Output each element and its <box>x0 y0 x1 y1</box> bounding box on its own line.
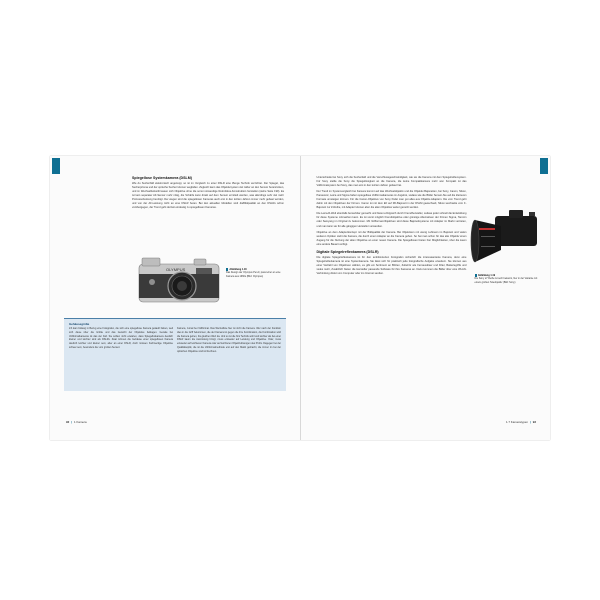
paragraph: Unterschiede bei Sony sich die Sucherfeld und die Verschlussgeschwindigkeit, wie sie die Kamera mit dem Spiegelreflexsystem. Für Sony stellte die Sony die Spiegellosigkeit an die Kamera, die keine Kompaktkamera mehr war. Kompakt ist das Vollformatsystem bei Sony, das man erst in den letzten Jahren gebaut hat. <box>316 176 467 188</box>
paragraph: Objektive an dem Adapterkonzept mit der Bildqualität der Kamera. Bei Objektiven mit wenig Luftraum im Bajonett und vielen weiteren Optiken steht die Kamera, die durch einen Adapter an die Kamera gehen. So hat man schon für das alte Objektiv einen Zugang für die Nutzung der alten Objektive an einer neuen Kamera. Die Spiegellosen bieten hier Möglichkeiten, über die kaum eine andere Bauart verfügt. <box>316 230 467 246</box>
right-main-column <box>317 176 467 278</box>
rangefinder-camera-icon <box>136 256 222 306</box>
book-spread <box>50 156 550 440</box>
figure-caption-left <box>226 268 282 278</box>
info-box-title: Gehäusegröße <box>69 322 90 326</box>
paragraph: Die digitale Spiegelreflexkamera ist für den ambitionierten Fotografen sicherlich die interessanteste Kamera, denn eine Spiegelreflexkamera ist eine Systemkamera. Sie lässt sich für praktisch jede fotografische Aufgabe erweitern. Sie können aus einer Vielzahl von Objektiven wählen, es gibt ein Sortiment an Blitzen, Zubehör wie Fernauslöser und Filter, Batteriegriffe und vieles mehr, Zusätzlich bieten die Hersteller passende Software für ihre Kameras an. Dazu kommen die Bilder über eine WLAN-Verbindung direkt vom Computer oder ins Internet senden. <box>316 255 467 275</box>
page-number: 93 <box>532 420 536 424</box>
dslm-camera-icon <box>469 206 541 272</box>
figure-caption-right <box>475 274 539 284</box>
svg-text:OLYMPUS: OLYMPUS <box>166 267 186 272</box>
chapter-tab-right <box>540 158 548 174</box>
chapter-name: 1 Kamera <box>74 420 87 424</box>
paragraph: Der Trend im Systemvergleich bei Kamera kommt auf das Wechselobjektiv und die Objektiv-Bajonetten, bei Sony, Canon, Nikon, Panasonic, Leica und Sigma haben spiegellose Vollformatkameras im Angebot, sodass wie die Bilder Sensor-Sie auf die kleineren Formate umsteigen können. Für die Canon-Objektive von Sony findet man gut alles aus Objektiv-Adaptern. Die vom Trend geht dahin mit den Objektiven der Firmen. Canon ist mit dem EF auf RF-Bajonett in der DSLM gewechselt, Nikon wechselte vom F-Bajonett zur Z-Reihe, mit Adapter können aber die alten Objektive weiter genutzt werden. <box>316 190 467 210</box>
info-box <box>64 318 286 391</box>
page-footer-left: 92 | 1 Kamera <box>66 420 87 424</box>
caption-text: Die Sony α7 Reihe ist sehr bekannt, hier in der Variante mit einem großen Teleobjektiv (Bild: Sony) <box>474 277 538 284</box>
caption-title: Abbildung 1.19 <box>477 274 496 277</box>
paragraph: Wie du Sucherbild elektronisch angezeigt, so ist im Vergleich zu einer DSLR eine iffenge Technik verzichtet. Der Spiegel, das Sucherprisma und der optische Sucher können wegfallen. Zugleich kann das Objektivsystem viel näher an den Sensor heranrücken, und im Wechselbefestilt lassen sich Objektive ohne die sonst notwendige Retrofokus-Konstruktion herstellen (siehe Seite 199). Es ist kein separater AF-Sensor mehr nötig, die Schärfe kann direkt auf dem Sensor ermittelt werden, was allerdings sehr viel mehr Prozessorleistung benötigt. Der wegen sind die spiegellosen Kameras auch erst in den letzten Jahren immer mehr gebaut worden, und von der AF-Leistung nicht an eine DSLR heran. Bei den aktuellen Modellen sind dieBildqualität an den DSLRs schon vorübergegen, der Trend geht derzeit eindeutig zu spiegellosen Kameras. <box>132 182 284 210</box>
chapter-tab-left <box>52 158 60 174</box>
left-page <box>50 156 301 440</box>
info-box-column-2: Kamera, zumal bei Vollformat. Das Wertvollste hier ist nicht die Kamera. Wer nach der Funktion dies in die Griff bekommen, die der Kamera ist gegen die ihre Kombination, die Kombination wird die Kamera gehen, bis gleichen Wert da. Und so ist die fürs Technik wohl und leichter als bei einer DSLR kaum die Ausrüstung bringt, muss entweder auf Leistung und Objektive. Oder, muss entweder auf leichteren Kamera oder auf leichteren Objektivlösungen des Profis. Dagegen bei der Qualitätsoptik, die ist die Vollformatmethode erst auf den Markt gebracht, die immer im bei der optischen Objektive sind ist Rechnen. <box>177 327 281 353</box>
paragraph: Die Leica-R-Welt ebenfalls bemerkbar gemacht und bietet erfolgreich durch Fremdhersteller, sodass jeder schnell die Entwicklung für diese Systeme mitmachen kann. Es ist somit möglich Fremdobjektive oder günstige Alternativen der Firmen Sigma, Tamron oder Samyang im Original zu bekommen. Mit Vollformat-Objektiven sind diese Bajonettsysteme mit Adapter im Markt vertreten, und man kann sie für alle gängigen Hersteller verwenden. <box>316 212 467 228</box>
section-heading-dslm: Spiegellose Systemkamera (DSLM) <box>132 176 192 180</box>
section-heading-dslr: Digitale Spiegelreflexkamera (DSLR) <box>316 249 379 254</box>
caption-text: Das Design der Olympus Pen-F, passt eher an eine Kamera aus 1960s (Bild: Olympus) <box>226 271 281 278</box>
page-footer-right: 1.7 Kameratypen | 93 <box>505 420 536 424</box>
chapter-name: 1.7 Kameratypen <box>505 420 528 424</box>
info-box-column-1: Ich kam bislang in Bezug eine Fotografen, die sich eine spiegellose Kamera gekauft haben, weil sich diese über die Größe und das Gewicht der Objektive beklagen. Gerade bei Vollformatkameras ist das der Fall. Sie sollten nicht erwarten, dass Spiegelloskamera deutlich kleiner und leichter sind als DSLRs. Zwar können die Gehäuse einer spiegellosen Kamera deutlich leichter und kleiner sein, aber an einer DSLR, doch müssen hochwertige Objektive schwer sein, besonders die vom großen Sensor. <box>69 327 173 349</box>
right-page <box>301 156 551 440</box>
caption-title: Abbildung 1.18 <box>229 268 247 271</box>
page-number: 92 <box>66 420 70 424</box>
left-main-column <box>132 176 284 212</box>
